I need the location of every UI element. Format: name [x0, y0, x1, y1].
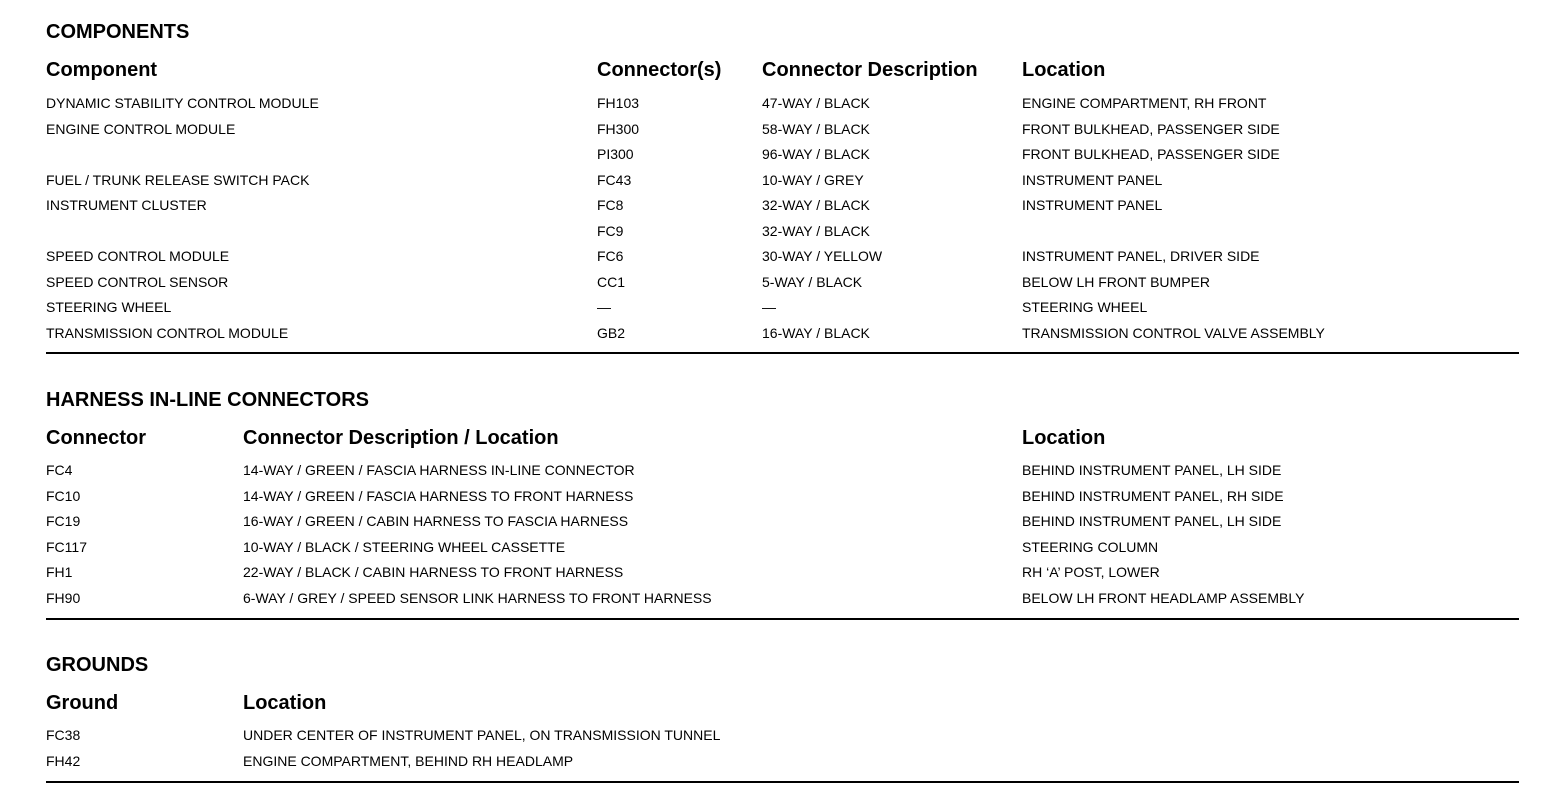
connector-id: CC1 [597, 273, 626, 290]
connector-description: 16-WAY / BLACK [762, 324, 870, 341]
connector-id: FC6 [597, 248, 624, 264]
component-location: STEERING WHEEL [1022, 299, 1148, 315]
table-row [0, 461, 1568, 487]
components-header-component: Component [46, 59, 158, 81]
component-name: TRANSMISSION CONTROL MODULE [46, 324, 289, 341]
table-row [0, 324, 1568, 350]
connector-description: 6-WAY / GREY / SPEED SENSOR LINK HARNESS TO FRONT HARNESS [243, 589, 712, 606]
component-name: INSTRUMENT CLUSTER [46, 197, 207, 213]
harness-header-connector: Connector [46, 427, 146, 449]
connector-id: FH300 [597, 120, 640, 137]
connector-id: FC10 [46, 487, 81, 504]
component-location: ENGINE COMPARTMENT, RH FRONT [1022, 95, 1267, 111]
component-name: STEERING WHEEL [46, 299, 172, 315]
connector-description: 58-WAY / BLACK [762, 120, 870, 137]
connector-description: 14-WAY / GREEN / FASCIA HARNESS IN-LINE CONNECTOR [243, 462, 635, 478]
components-header-description: Connector Description [762, 59, 978, 81]
connector-description: 32-WAY / BLACK [762, 197, 870, 213]
connector-id: FC8 [597, 197, 624, 213]
ground-location: UNDER CENTER OF INSTRUMENT PANEL, ON TRANSMISSION TUNNEL [243, 727, 721, 743]
component-location: BELOW LH FRONT BUMPER [1022, 273, 1210, 290]
table-row [0, 589, 1568, 615]
connector-id: FH90 [46, 589, 81, 606]
connector-id: — [597, 299, 611, 315]
connector-id: FH1 [46, 564, 73, 580]
component-name: ENGINE CONTROL MODULE [46, 120, 236, 137]
connector-id: FC117 [46, 538, 87, 555]
harness-header-description: Connector Description / Location [243, 427, 559, 449]
connector-location: BEHIND INSTRUMENT PANEL, RH SIDE [1022, 487, 1284, 504]
connector-description: 14-WAY / GREEN / FASCIA HARNESS TO FRONT HARNESS [243, 487, 634, 504]
table-row [0, 726, 1568, 752]
connector-description: 10-WAY / BLACK / STEERING WHEEL CASSETTE [243, 538, 566, 555]
grounds-table-body [0, 726, 1568, 777]
table-row [0, 145, 1568, 171]
connector-description: 32-WAY / BLACK [762, 222, 870, 239]
components-header-connectors: Connector(s) [597, 59, 722, 81]
component-name: SPEED CONTROL SENSOR [46, 273, 229, 290]
ground-id: FC38 [46, 727, 81, 743]
component-name: SPEED CONTROL MODULE [46, 248, 230, 264]
component-name: FUEL / TRUNK RELEASE SWITCH PACK [46, 171, 310, 188]
table-row [0, 298, 1568, 324]
connector-id: PI300 [597, 146, 634, 162]
ground-location: ENGINE COMPARTMENT, BEHIND RH HEADLAMP [243, 752, 574, 769]
table-row [0, 273, 1568, 299]
table-row [0, 222, 1568, 248]
connector-description: 30-WAY / YELLOW [762, 248, 883, 264]
connector-id: FC9 [597, 222, 624, 239]
component-location: FRONT BULKHEAD, PASSENGER SIDE [1022, 120, 1280, 137]
connector-location: BEHIND INSTRUMENT PANEL, LH SIDE [1022, 462, 1282, 478]
grounds-header-location: Location [243, 692, 327, 714]
connector-location: BELOW LH FRONT HEADLAMP ASSEMBLY [1022, 589, 1305, 606]
table-row [0, 94, 1568, 120]
table-row [0, 247, 1568, 273]
component-location: INSTRUMENT PANEL [1022, 171, 1163, 188]
table-row [0, 487, 1568, 513]
connector-description: 22-WAY / BLACK / CABIN HARNESS TO FRONT HARNESS [243, 564, 624, 580]
component-location: INSTRUMENT PANEL [1022, 197, 1163, 213]
component-location: TRANSMISSION CONTROL VALVE ASSEMBLY [1022, 324, 1325, 341]
connector-description: 16-WAY / GREEN / CABIN HARNESS TO FASCIA HARNESS [243, 513, 629, 529]
connector-id: FC43 [597, 171, 632, 188]
connector-id: FC19 [46, 513, 81, 529]
component-name: DYNAMIC STABILITY CONTROL MODULE [46, 95, 319, 111]
connector-location: RH ‘A’ POST, LOWER [1022, 564, 1160, 580]
components-title: COMPONENTS [46, 21, 190, 43]
connector-description: 47-WAY / BLACK [762, 95, 870, 111]
components-table-body [0, 94, 1568, 349]
connector-description: 5-WAY / BLACK [762, 273, 863, 290]
harness-header-location: Location [1022, 427, 1106, 449]
connector-location: BEHIND INSTRUMENT PANEL, LH SIDE [1022, 513, 1282, 529]
harness-title: HARNESS IN-LINE CONNECTORS [46, 389, 369, 411]
component-location: INSTRUMENT PANEL, DRIVER SIDE [1022, 248, 1260, 264]
table-row [0, 512, 1568, 538]
components-header-location: Location [1022, 59, 1106, 81]
connector-id: FH103 [597, 95, 640, 111]
table-row [0, 120, 1568, 146]
table-row [0, 563, 1568, 589]
connector-description: — [762, 299, 776, 315]
connector-id: FC4 [46, 462, 73, 478]
grounds-title: GROUNDS [46, 654, 149, 676]
table-row [0, 196, 1568, 222]
component-location: FRONT BULKHEAD, PASSENGER SIDE [1022, 146, 1280, 162]
connector-description: 10-WAY / GREY [762, 171, 864, 188]
table-row [0, 538, 1568, 564]
ground-id: FH42 [46, 752, 81, 769]
table-row [0, 752, 1568, 778]
grounds-divider [46, 781, 1519, 783]
connector-location: STEERING COLUMN [1022, 538, 1159, 555]
grounds-header-ground: Ground [46, 692, 119, 714]
connector-description: 96-WAY / BLACK [762, 146, 870, 162]
harness-table-body [0, 461, 1568, 614]
components-divider [46, 352, 1519, 354]
connector-id: GB2 [597, 324, 626, 341]
harness-divider [46, 618, 1519, 620]
table-row [0, 171, 1568, 197]
